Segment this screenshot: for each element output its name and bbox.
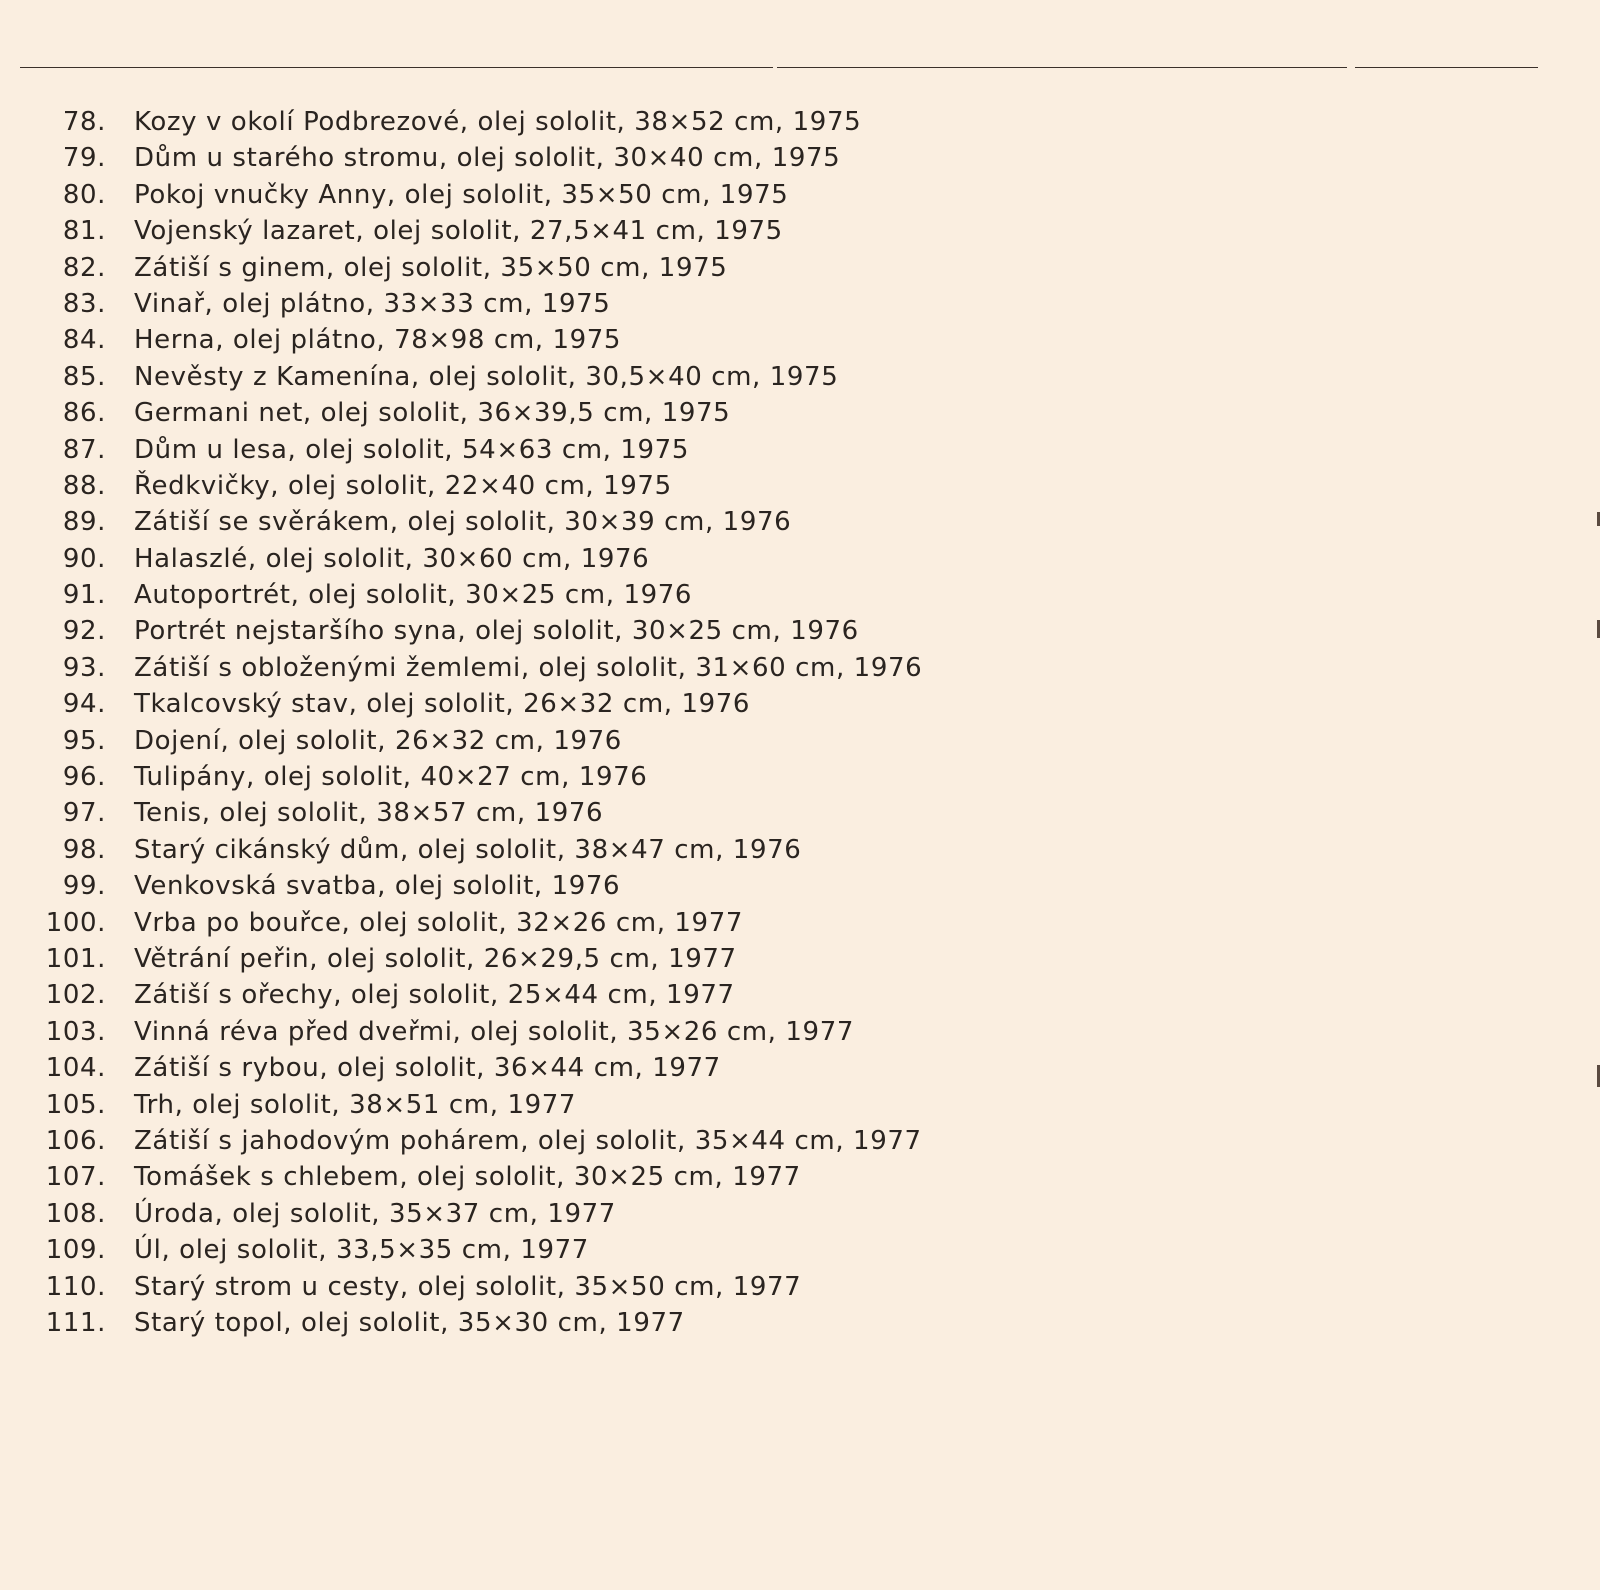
entry-number: 104. — [45, 1053, 106, 1084]
entry-description: Zátiší s rybou, olej sololit, 36×44 cm, 1977 — [134, 1053, 721, 1084]
catalog-entry — [0, 1305, 1560, 1341]
catalog-entry — [0, 1014, 1560, 1050]
catalog-entry — [0, 1159, 1560, 1195]
entry-number: 95. — [62, 725, 106, 756]
catalog-entry — [0, 759, 1560, 795]
entry-number: 102. — [45, 980, 106, 1011]
catalog-entry — [0, 905, 1560, 941]
entry-description: Tulipány, olej sololit, 40×27 cm, 1976 — [134, 762, 648, 793]
entry-number: 83. — [62, 288, 106, 319]
entry-description: Nevěsty z Kamenína, olej sololit, 30,5×40 cm, 1975 — [134, 361, 839, 392]
entry-description: Dům u lesa, olej sololit, 54×63 cm, 1975 — [134, 434, 689, 465]
header-rule-right — [1355, 67, 1538, 68]
entry-number: 84. — [62, 325, 106, 356]
entry-number: 85. — [62, 361, 106, 392]
catalog-entry — [0, 832, 1560, 868]
catalog-entry — [0, 504, 1560, 540]
entry-description: Halaszlé, olej sololit, 30×60 cm, 1976 — [134, 543, 650, 574]
catalog-entry — [0, 723, 1560, 759]
catalog-entry — [0, 1232, 1560, 1268]
entry-number: 98. — [62, 834, 106, 865]
catalog-entry — [0, 977, 1560, 1013]
entry-description: Úl, olej sololit, 33,5×35 cm, 1977 — [134, 1235, 589, 1266]
entry-number: 97. — [62, 798, 106, 829]
entry-description: Pokoj vnučky Anny, olej sololit, 35×50 cm, 1975 — [134, 179, 789, 210]
entry-number: 101. — [45, 943, 106, 974]
entry-description: Starý strom u cesty, olej sololit, 35×50 cm, 1977 — [134, 1271, 802, 1302]
catalog-entry — [0, 1050, 1560, 1086]
catalog-entry — [0, 395, 1560, 431]
entry-number: 86. — [62, 398, 106, 429]
entry-description: Trh, olej sololit, 38×51 cm, 1977 — [134, 1089, 577, 1120]
entry-number: 106. — [45, 1125, 106, 1156]
catalog-entry — [0, 177, 1560, 213]
entry-number: 88. — [62, 470, 106, 501]
catalog-entry — [0, 1269, 1560, 1305]
entry-number: 87. — [62, 434, 106, 465]
entry-description: Zátiší se svěrákem, olej sololit, 30×39 cm, 1976 — [134, 507, 792, 538]
entry-description: Venkovská svatba, olej sololit, 1976 — [134, 871, 621, 902]
entry-number: 100. — [45, 907, 106, 938]
entry-number: 91. — [62, 580, 106, 611]
catalog-entry — [0, 286, 1560, 322]
catalog-entry — [0, 213, 1560, 249]
catalog-entry — [0, 1196, 1560, 1232]
entry-number: 82. — [62, 252, 106, 283]
catalog-entry — [0, 541, 1560, 577]
entry-description: Větrání peřin, olej sololit, 26×29,5 cm, 1977 — [134, 943, 737, 974]
catalog-entry — [0, 104, 1560, 140]
entry-number: 92. — [62, 616, 106, 647]
entry-number: 109. — [45, 1235, 106, 1266]
entry-number: 89. — [62, 507, 106, 538]
entry-description: Vrba po bouřce, olej sololit, 32×26 cm, 1977 — [134, 907, 743, 938]
entry-description: Tomášek s chlebem, olej sololit, 30×25 cm, 1977 — [134, 1162, 801, 1193]
catalog-entry — [0, 359, 1560, 395]
entry-description: Vojenský lazaret, olej sololit, 27,5×41 cm, 1975 — [134, 216, 783, 247]
entry-number: 99. — [62, 871, 106, 902]
catalog-entry — [0, 1087, 1560, 1123]
entry-number: 110. — [45, 1271, 106, 1302]
entry-number: 107. — [45, 1162, 106, 1193]
catalog-entry — [0, 577, 1560, 613]
entry-number: 79. — [62, 143, 106, 174]
entry-number: 111. — [45, 1307, 106, 1338]
entry-description: Zátiší s ořechy, olej sololit, 25×44 cm, 1977 — [134, 980, 735, 1011]
entry-description: Úroda, olej sololit, 35×37 cm, 1977 — [134, 1198, 616, 1229]
entry-description: Autoportrét, olej sololit, 30×25 cm, 1976 — [134, 580, 693, 611]
entry-description: Starý topol, olej sololit, 35×30 cm, 1977 — [134, 1307, 685, 1338]
catalog-entry — [0, 868, 1560, 904]
entry-description: Kozy v okolí Podbrezové, olej sololit, 38×52 cm, 1975 — [134, 107, 862, 137]
catalog-entry — [0, 941, 1560, 977]
entry-number: 105. — [45, 1089, 106, 1120]
catalog-entry — [0, 468, 1560, 504]
entry-description: Vinař, olej plátno, 33×33 cm, 1975 — [134, 288, 611, 319]
entry-description: Zátiší s ginem, olej sololit, 35×50 cm, 1975 — [134, 252, 728, 283]
catalog-entry — [0, 322, 1560, 358]
catalog-entry — [0, 432, 1560, 468]
entry-description: Germani net, olej sololit, 36×39,5 cm, 1975 — [134, 398, 731, 429]
entry-description: Zátiší s obloženými žemlemi, olej sololit, 31×60 cm, 1976 — [134, 652, 923, 683]
header-rule-middle — [777, 67, 1347, 68]
catalog-entry — [0, 686, 1560, 722]
catalog-entry — [0, 613, 1560, 649]
catalog-entry — [0, 650, 1560, 686]
entry-description: Vinná réva před dveřmi, olej sololit, 35×26 cm, 1977 — [134, 1016, 854, 1047]
entry-number: 78. — [62, 107, 106, 137]
entry-number: 90. — [62, 543, 106, 574]
catalog-entry — [0, 140, 1560, 176]
entry-description: Herna, olej plátno, 78×98 cm, 1975 — [134, 325, 622, 356]
header-rule-left — [20, 67, 773, 68]
catalog-list — [0, 104, 1560, 1341]
catalog-entry — [0, 250, 1560, 286]
entry-description: Portrét nejstaršího syna, olej sololit, 30×25 cm, 1976 — [134, 616, 859, 647]
entry-number: 108. — [45, 1198, 106, 1229]
entry-description: Starý cikánský dům, olej sololit, 38×47 cm, 1976 — [134, 834, 802, 865]
entry-description: Tenis, olej sololit, 38×57 cm, 1976 — [134, 798, 604, 829]
entry-description: Ředkvičky, olej sololit, 22×40 cm, 1975 — [134, 470, 672, 501]
entry-description: Dům u starého stromu, olej sololit, 30×40 cm, 1975 — [134, 143, 841, 174]
entry-number: 80. — [62, 179, 106, 210]
catalog-entry — [0, 795, 1560, 831]
catalog-entry — [0, 1123, 1560, 1159]
entry-number: 81. — [62, 216, 106, 247]
entry-number: 103. — [45, 1016, 106, 1047]
entry-description: Zátiší s jahodovým pohárem, olej sololit, 35×44 cm, 1977 — [134, 1125, 922, 1156]
entry-description: Tkalcovský stav, olej sololit, 26×32 cm, 1976 — [134, 689, 751, 720]
entry-number: 96. — [62, 762, 106, 793]
entry-number: 94. — [62, 689, 106, 720]
entry-number: 93. — [62, 652, 106, 683]
entry-description: Dojení, olej sololit, 26×32 cm, 1976 — [134, 725, 622, 756]
